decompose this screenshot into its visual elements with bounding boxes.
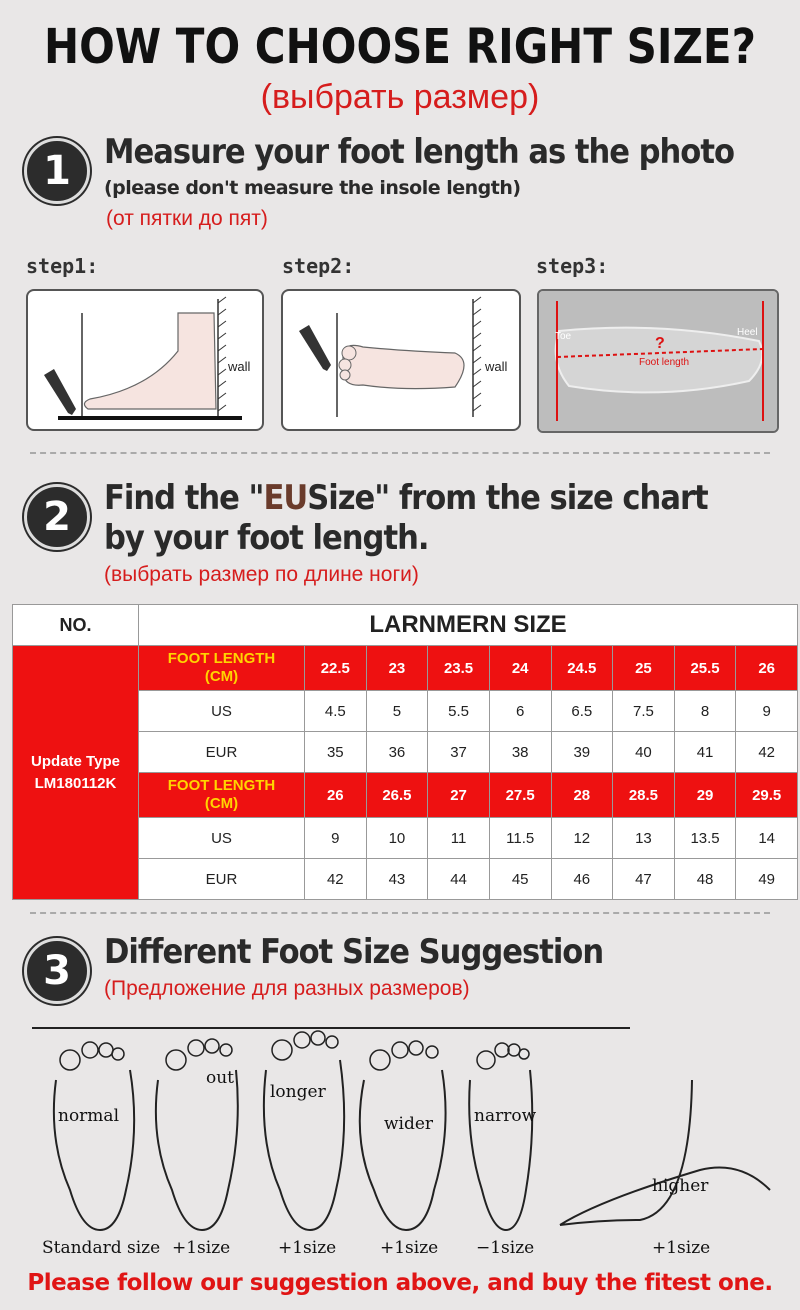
section1-ru: (от пятки до пят)	[106, 207, 268, 230]
step2-wall-label: wall	[485, 359, 508, 374]
us-cell: 5	[366, 691, 428, 732]
us-cell: 6	[489, 691, 551, 732]
section3-heading: Different Foot Size Suggestion	[104, 932, 604, 972]
size-suggestion-wider: +1size	[380, 1238, 439, 1258]
us-cell: 9	[305, 818, 367, 859]
divider	[30, 452, 770, 454]
table-row	[13, 646, 798, 691]
step1-label: step1:	[26, 254, 99, 278]
cm-cell: 24.5	[551, 646, 613, 691]
us-cell: 7.5	[613, 691, 675, 732]
cm-cell: 22.5	[305, 646, 367, 691]
cm-cell: 28.5	[613, 773, 675, 818]
page-subtitle-ru: (выбрать размер)	[260, 78, 540, 116]
divider	[30, 912, 770, 914]
eur-cell: 36	[366, 732, 428, 773]
cm-cell: 28	[551, 773, 613, 818]
cm-cell: 27	[428, 773, 490, 818]
step1-wall-label: wall	[228, 359, 251, 374]
size-suggestion-standard: Standard size	[42, 1238, 161, 1258]
size-suggestion-longer: +1size	[278, 1238, 337, 1258]
eur-cell: 42	[736, 732, 798, 773]
cm-cell: 27.5	[489, 773, 551, 818]
size-chart-table	[12, 604, 798, 900]
step3-toe-label: Toe	[555, 331, 572, 342]
size-suggestion-out: +1size	[172, 1238, 231, 1258]
foot-length-label-cell	[139, 773, 305, 818]
cm-cell: 24	[489, 646, 551, 691]
foot-longer-label: longer	[270, 1082, 326, 1102]
eur-cell: 46	[551, 859, 613, 900]
foot-length-unit: (CM)	[204, 795, 239, 812]
section2-ru: (выбрать размер по длине ноги)	[104, 563, 419, 586]
foot-length-unit: (CM)	[204, 668, 239, 685]
section1-heading: Measure your foot length as the photo	[104, 132, 734, 172]
us-cell: 13.5	[674, 818, 736, 859]
step2-label: step2:	[282, 254, 355, 278]
foot-higher-label: higher	[652, 1176, 709, 1196]
eur-cell: 45	[489, 859, 551, 900]
eur-cell: 41	[674, 732, 736, 773]
cm-cell: 26	[305, 773, 367, 818]
step3-heel-label: Heel	[737, 327, 758, 338]
section2-heading-part-b: Size" from the size chart	[307, 478, 708, 518]
cm-cell: 26.5	[366, 773, 428, 818]
us-cell: 12	[551, 818, 613, 859]
section1-note: (please don't measure the insole length)	[104, 177, 521, 199]
cm-cell: 23.5	[428, 646, 490, 691]
us-label: US	[139, 818, 305, 859]
eur-cell: 44	[428, 859, 490, 900]
footer-note: Please follow our suggestion above, and buy the fitest one.	[27, 1270, 773, 1296]
section3-ru: (Предложение для разных размеров)	[104, 977, 470, 1000]
us-cell: 5.5	[428, 691, 490, 732]
eur-cell: 38	[489, 732, 551, 773]
us-cell: 11.5	[489, 818, 551, 859]
cm-cell: 23	[366, 646, 428, 691]
step3-foot-length-label: Foot length	[639, 357, 690, 368]
step3-label: step3:	[536, 254, 609, 278]
eur-cell: 37	[428, 732, 490, 773]
step-number-3: 3	[24, 938, 90, 1004]
update-type-cell	[13, 646, 139, 900]
us-cell: 13	[613, 818, 675, 859]
step2-illustration	[281, 289, 521, 431]
size-suggestion-higher: +1size	[652, 1238, 711, 1258]
foot-side-icon	[28, 291, 262, 429]
us-cell: 9	[736, 691, 798, 732]
eur-cell: 39	[551, 732, 613, 773]
brand-size-header: LARNMERN SIZE	[139, 605, 798, 646]
us-cell: 10	[366, 818, 428, 859]
eur-cell: 49	[736, 859, 798, 900]
foot-out-label: out	[206, 1068, 235, 1088]
foot-normal-label: normal	[58, 1106, 120, 1126]
us-cell: 11	[428, 818, 490, 859]
foot-length-label: FOOT LENGTH	[167, 777, 276, 794]
us-cell: 6.5	[551, 691, 613, 732]
step3-photo	[537, 289, 779, 433]
foot-wider-label: wider	[384, 1114, 434, 1134]
cm-cell: 29	[674, 773, 736, 818]
step3-question-mark: ?	[655, 335, 665, 352]
cm-cell: 25	[613, 646, 675, 691]
eur-cell: 43	[366, 859, 428, 900]
no-header: NO.	[13, 605, 139, 646]
model-code-label: LM180112K	[34, 774, 117, 792]
foot-length-label: FOOT LENGTH	[167, 650, 276, 667]
section2-heading-part-a: Find the "	[104, 478, 264, 518]
us-cell: 14	[736, 818, 798, 859]
cm-cell: 26	[736, 646, 798, 691]
eur-label: EUR	[139, 859, 305, 900]
step-number-2: 2	[24, 484, 90, 550]
section2-heading	[104, 478, 708, 518]
eur-cell: 35	[305, 732, 367, 773]
us-label: US	[139, 691, 305, 732]
eur-cell: 42	[305, 859, 367, 900]
section2-heading-line2: by your foot length.	[104, 518, 429, 558]
cm-cell: 25.5	[674, 646, 736, 691]
cm-cell: 29.5	[736, 773, 798, 818]
foot-narrow-label: narrow	[474, 1106, 537, 1126]
foot-types-illustration	[0, 1020, 800, 1250]
step1-illustration	[26, 289, 264, 431]
eur-cell: 48	[674, 859, 736, 900]
section2-heading-eu: EU	[263, 478, 308, 518]
page-title: HOW TO CHOOSE RIGHT SIZE?	[44, 18, 756, 75]
us-cell: 4.5	[305, 691, 367, 732]
eur-cell: 47	[613, 859, 675, 900]
eur-cell: 40	[613, 732, 675, 773]
table-header-row	[13, 605, 798, 646]
foot-top-icon	[283, 291, 519, 429]
step-number-1: 1	[24, 138, 90, 204]
size-suggestion-narrow: −1size	[476, 1238, 535, 1258]
eur-label: EUR	[139, 732, 305, 773]
foot-length-label-cell	[139, 646, 305, 691]
us-cell: 8	[674, 691, 736, 732]
update-type-label: Update Type	[31, 752, 120, 770]
